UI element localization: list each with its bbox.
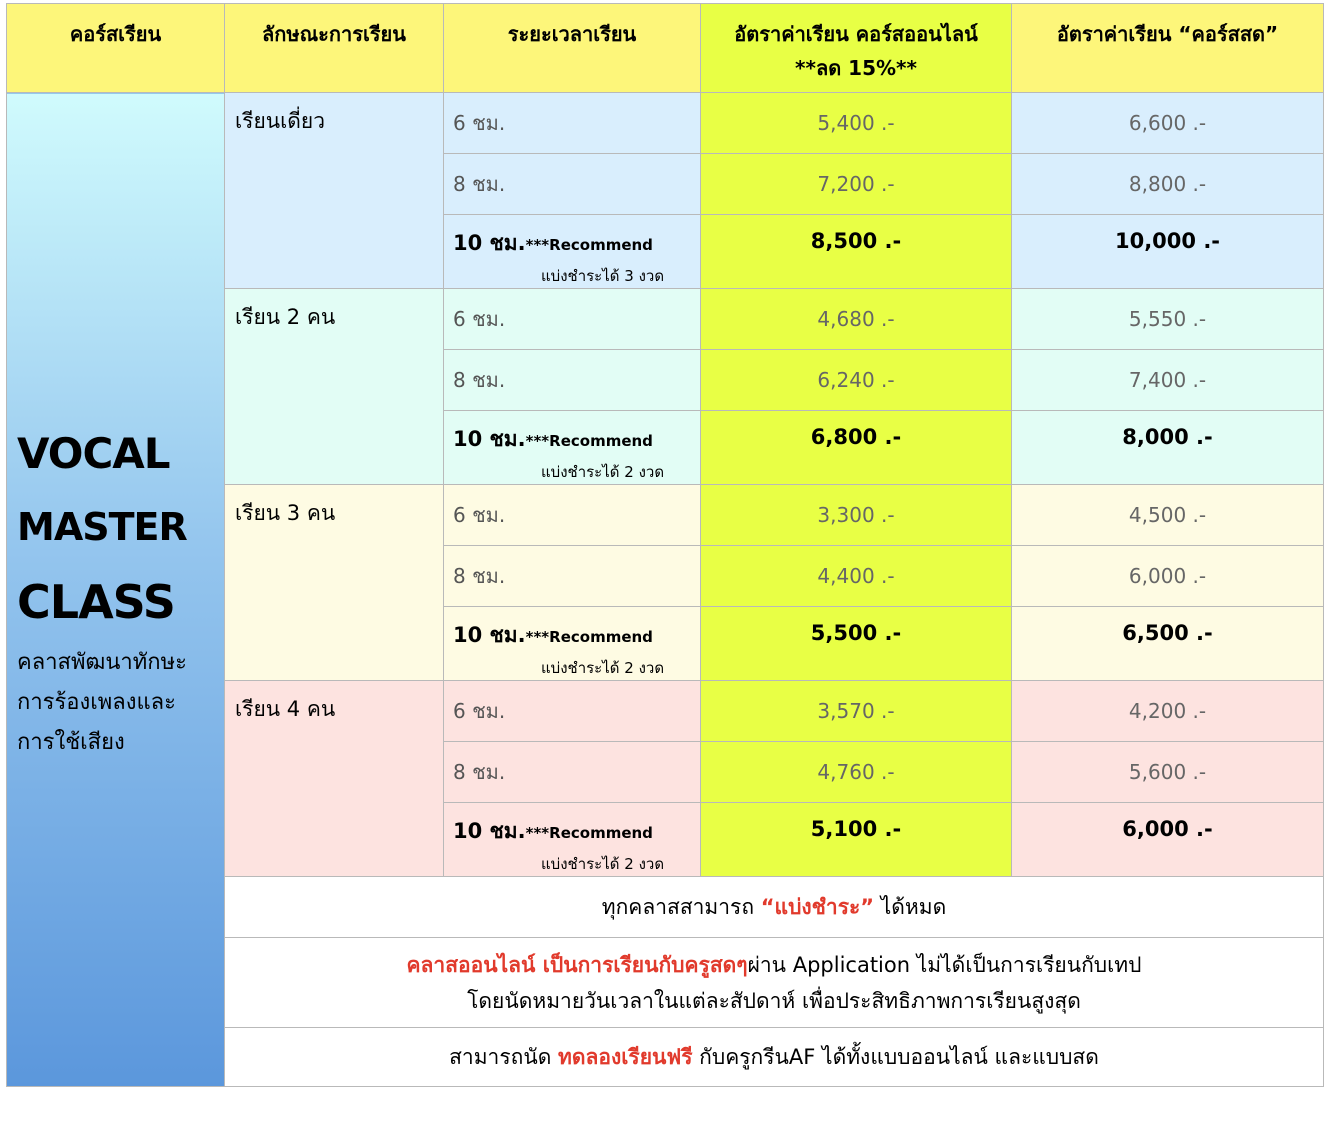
recommend-tag: ***Recommend [525, 236, 653, 254]
duration-cell-recommend [444, 803, 701, 877]
note-online-class [225, 938, 1324, 1028]
header-type [225, 4, 444, 93]
online-price-cell: 5,500 .- [701, 607, 1012, 681]
note1-post: ได้หมด [874, 895, 947, 919]
duration-cell: 8 ชม. [444, 546, 701, 607]
live-price-cell: 8,800 .- [1012, 154, 1324, 215]
note2-highlight: คลาสออนไลน์ เป็นการเรียนกับครูสดๆ [406, 952, 748, 977]
installment-text: แบ่งชำระได้ 2 งวด [541, 855, 665, 873]
online-price-cell: 4,400 .- [701, 546, 1012, 607]
header-duration-label: ระยะเวลาเรียน [507, 22, 637, 46]
duration-text: 10 ชม. [453, 623, 526, 647]
online-price-cell: 8,500 .- [701, 215, 1012, 289]
duration-cell: 8 ชม. [444, 350, 701, 411]
duration-cell: 6 ชม. [444, 93, 701, 154]
recommend-tag: ***Recommend [525, 432, 653, 450]
online-price-cell: 4,680 .- [701, 289, 1012, 350]
note1-pre: ทุกคลาสสามารถ [601, 895, 761, 919]
live-price-cell: 6,000 .- [1012, 803, 1324, 877]
online-price-cell: 7,200 .- [701, 154, 1012, 215]
live-price-cell: 4,500 .- [1012, 485, 1324, 546]
header-course [7, 4, 225, 93]
duration-cell-recommend [444, 411, 701, 485]
table-row [7, 93, 1324, 154]
installment-text: แบ่งชำระได้ 2 งวด [541, 463, 665, 481]
online-price-cell: 6,240 .- [701, 350, 1012, 411]
note2-line2: โดยนัดหมายวันเวลาในแต่ละสัปดาห์ เพื่อประสิทธิภาพการเรียนสูงสุด [467, 988, 1081, 1013]
recommend-tag: ***Recommend [525, 628, 653, 646]
header-course-label: คอร์สเรียน [69, 22, 162, 46]
group-label-3-people: เรียน 3 คน [225, 485, 444, 681]
live-price-cell: 6,500 .- [1012, 607, 1324, 681]
note3-pre: สามารถนัด [449, 1045, 559, 1069]
duration-cell: 6 ชม. [444, 289, 701, 350]
live-price-cell: 6,600 .- [1012, 93, 1324, 154]
price-table [6, 3, 1324, 1087]
course-title-class: CLASS [17, 574, 175, 629]
duration-cell-recommend [444, 607, 701, 681]
duration-cell: 8 ชม. [444, 154, 701, 215]
duration-cell: 6 ชม. [444, 485, 701, 546]
note3-highlight: ทดลองเรียนฟรี [558, 1045, 693, 1069]
live-price-cell: 7,400 .- [1012, 350, 1324, 411]
price-table-container [6, 3, 1323, 1119]
course-description [17, 643, 224, 763]
live-price-cell: 5,600 .- [1012, 742, 1324, 803]
note-free-trial [225, 1028, 1324, 1087]
group-label-solo: เรียนเดี่ยว [225, 93, 444, 289]
note-installment [225, 877, 1324, 938]
duration-cell: 8 ชม. [444, 742, 701, 803]
duration-text: 10 ชม. [453, 427, 526, 451]
live-price-cell: 5,550 .- [1012, 289, 1324, 350]
group-label-2-people: เรียน 2 คน [225, 289, 444, 485]
course-title-vocal: VOCAL [17, 428, 170, 478]
note2-post: ผ่าน Application ไม่ได้เป็นการเรียนกับเทป [747, 952, 1142, 977]
installment-text: แบ่งชำระได้ 3 งวด [541, 267, 665, 285]
online-price-cell: 6,800 .- [701, 411, 1012, 485]
note3-post: กับครูกรีนAF ได้ทั้งแบบออนไลน์ และแบบสด [692, 1045, 1099, 1069]
course-desc-line2: การร้องเพลงและ [17, 689, 176, 715]
header-online-line1: อัตราค่าเรียน คอร์สออนไลน์ [734, 22, 978, 46]
live-price-cell: 4,200 .- [1012, 681, 1324, 742]
header-online-price [701, 4, 1012, 93]
header-live-price [1012, 4, 1324, 93]
online-price-cell: 3,300 .- [701, 485, 1012, 546]
live-price-cell: 6,000 .- [1012, 546, 1324, 607]
course-title-master: MASTER [17, 504, 187, 549]
duration-text: 10 ชม. [453, 231, 526, 255]
header-row [7, 4, 1324, 93]
installment-text: แบ่งชำระได้ 2 งวด [541, 659, 665, 677]
note1-highlight: “แบ่งชำระ” [760, 895, 875, 919]
course-desc-line1: คลาสพัฒนาทักษะ [17, 649, 187, 675]
online-price-cell: 4,760 .- [701, 742, 1012, 803]
live-price-cell: 8,000 .- [1012, 411, 1324, 485]
header-duration [444, 4, 701, 93]
duration-cell: 6 ชม. [444, 681, 701, 742]
duration-cell-recommend [444, 215, 701, 289]
header-type-label: ลักษณะการเรียน [262, 22, 406, 46]
online-price-cell: 5,400 .- [701, 93, 1012, 154]
recommend-tag: ***Recommend [525, 824, 653, 842]
group-label-4-people: เรียน 4 คน [225, 681, 444, 877]
header-online-line2: **ลด 15%** [795, 56, 917, 80]
header-live-label: อัตราค่าเรียน “คอร์สสด” [1056, 22, 1279, 46]
online-price-cell: 3,570 .- [701, 681, 1012, 742]
course-desc-line3: การใช้เสียง [17, 729, 125, 755]
live-price-cell: 10,000 .- [1012, 215, 1324, 289]
duration-text: 10 ชม. [453, 819, 526, 843]
online-price-cell: 5,100 .- [701, 803, 1012, 877]
course-cell [7, 93, 225, 1087]
